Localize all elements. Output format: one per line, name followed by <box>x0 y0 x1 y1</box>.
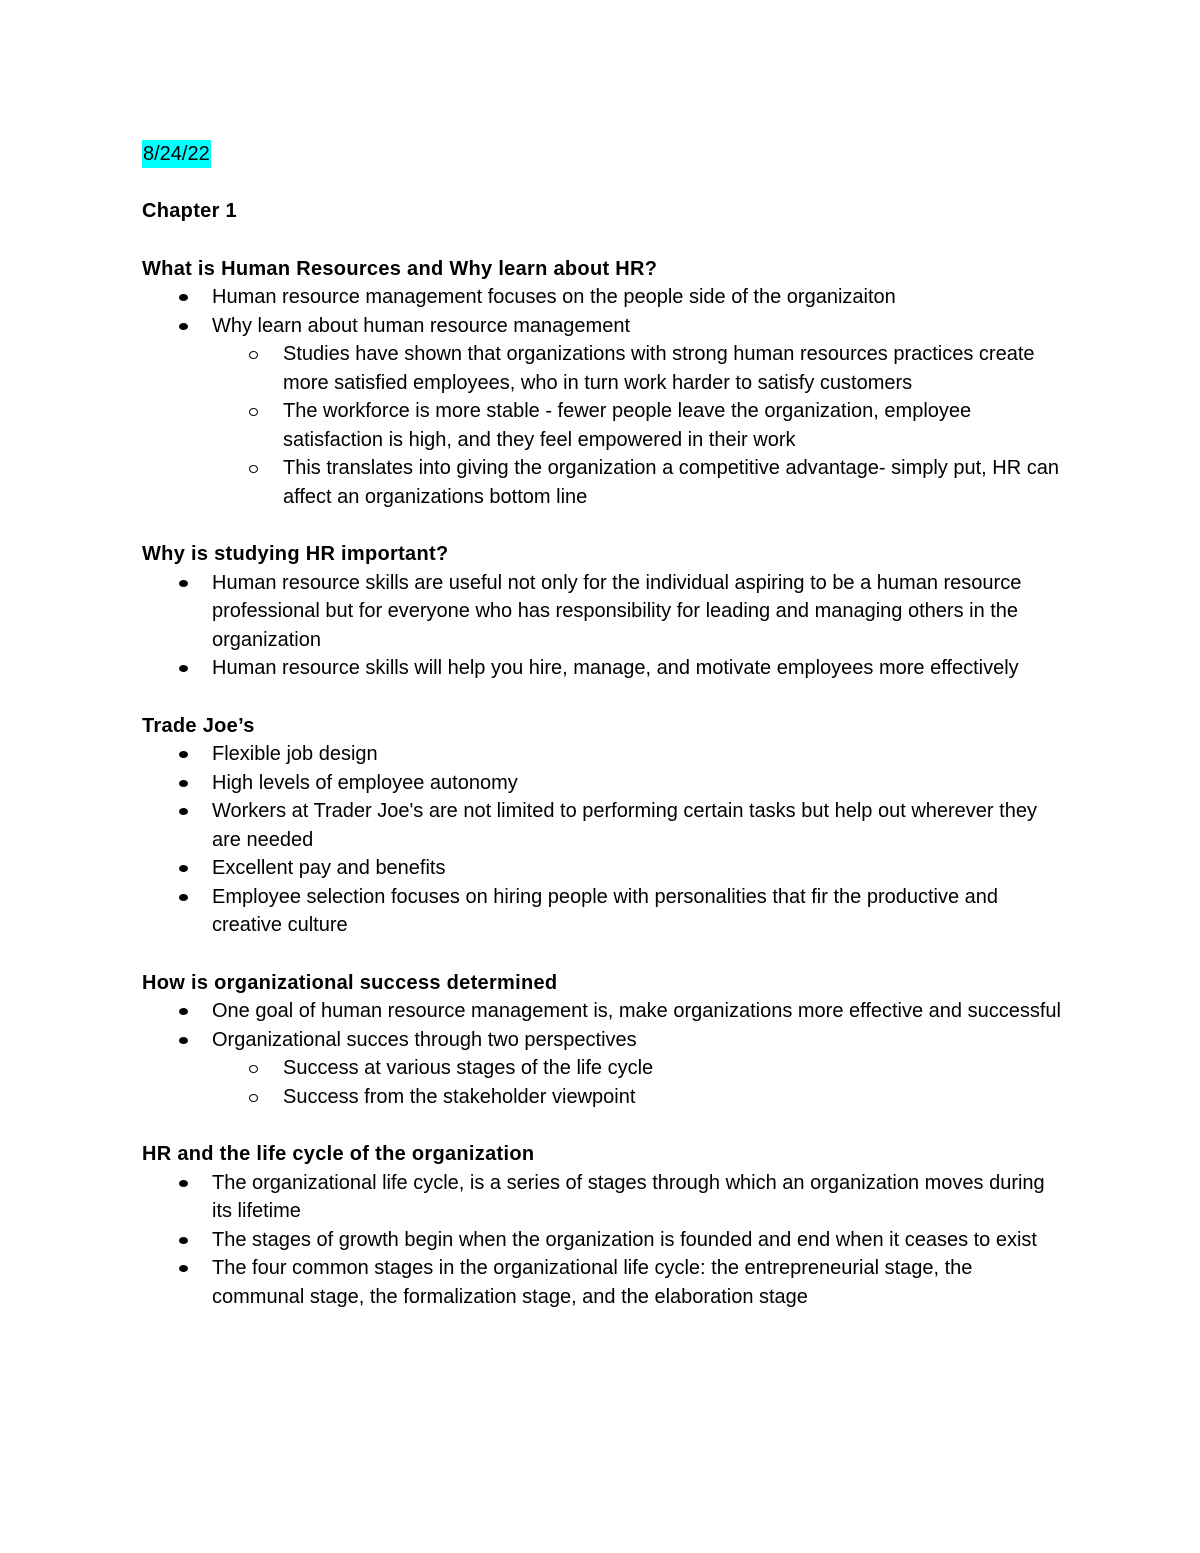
hollow-bullet-icon <box>249 465 258 473</box>
filled-bullet-icon <box>179 1265 188 1272</box>
document-page <box>142 140 1062 1311</box>
list-item-text: Flexible job design <box>212 743 378 765</box>
list-item <box>142 1169 1062 1226</box>
list-item <box>142 740 1062 769</box>
filled-bullet-icon <box>179 780 188 787</box>
filled-bullet-icon <box>179 294 188 301</box>
sub-list-item-text: The workforce is more stable - fewer people leave the organization, employee satisfaction is high, and they feel empowered in their work <box>283 400 972 451</box>
list-item <box>142 312 1062 341</box>
list-item <box>142 283 1062 312</box>
list-item <box>142 1226 1062 1255</box>
sub-list-item-text: Studies have shown that organizations with strong human resources practices create more satisfied employees, who in turn work harder to satisfy customers <box>283 343 1035 394</box>
list-item <box>142 1254 1062 1311</box>
filled-bullet-icon <box>179 894 188 901</box>
sublist-container <box>142 340 1062 511</box>
filled-bullet-icon <box>179 1037 188 1044</box>
sub-bullet-list <box>212 1054 1062 1111</box>
hollow-bullet-icon <box>249 351 258 359</box>
sublist-container <box>142 1054 1062 1111</box>
bullet-list <box>142 283 1062 511</box>
section-heading: Why is studying HR important? <box>142 543 449 565</box>
sub-bullet-list <box>212 340 1062 511</box>
bullet-list <box>142 740 1062 940</box>
section-heading: HR and the life cycle of the organization <box>142 1143 535 1165</box>
list-item-text: Excellent pay and benefits <box>212 857 446 879</box>
filled-bullet-icon <box>179 1180 188 1187</box>
sub-list-item <box>212 1083 1062 1112</box>
list-item <box>142 854 1062 883</box>
list-item-text: The organizational life cycle, is a series of stages through which an organization moves during its lifetime <box>212 1171 1045 1222</box>
filled-bullet-icon <box>179 323 188 330</box>
list-item <box>142 797 1062 854</box>
list-item <box>142 1026 1062 1055</box>
sub-list-item-text: Success at various stages of the life cycle <box>283 1057 654 1079</box>
hollow-bullet-icon <box>249 1094 258 1102</box>
list-item-text: Human resource skills will help you hire, manage, and motivate employees more effectively <box>212 657 1019 679</box>
list-item-text: The stages of growth begin when the organization is founded and end when it ceases to exist <box>212 1228 1037 1251</box>
sub-list-item <box>212 397 1062 454</box>
list-item <box>142 769 1062 798</box>
chapter-title: Chapter 1 <box>142 200 237 222</box>
bullet-list <box>142 569 1062 683</box>
filled-bullet-icon <box>179 865 188 872</box>
sub-list-item <box>212 1054 1062 1083</box>
list-item-text: Human resource skills are useful not only for the individual aspiring to be a human resource professional but for everyone who has responsibility for leading and managing others in the organization <box>212 571 1022 651</box>
filled-bullet-icon <box>179 665 188 672</box>
filled-bullet-icon <box>179 580 188 587</box>
list-item-text: Workers at Trader Joe's are not limited to performing certain tasks but help out wherever they are needed <box>212 800 1037 851</box>
list-item-text: High levels of employee autonomy <box>212 771 518 794</box>
list-item <box>142 654 1062 683</box>
bullet-list <box>142 1169 1062 1312</box>
list-item <box>142 997 1062 1026</box>
section-heading: How is organizational success determined <box>142 971 558 994</box>
date-highlight: 8/24/22 <box>142 140 211 168</box>
list-item <box>142 883 1062 940</box>
filled-bullet-icon <box>179 1008 188 1015</box>
filled-bullet-icon <box>179 751 188 758</box>
list-item-text: Why learn about human resource management <box>212 314 631 337</box>
sub-list-item <box>212 340 1062 397</box>
bullet-list <box>142 997 1062 1111</box>
date-line <box>142 140 1062 168</box>
list-item-text: Employee selection focuses on hiring people with personalities that fir the productive and creative culture <box>212 885 999 936</box>
filled-bullet-icon <box>179 808 188 815</box>
list-item-text: Organizational succes through two perspectives <box>212 1028 637 1051</box>
list-item <box>142 569 1062 655</box>
hollow-bullet-icon <box>249 1065 258 1073</box>
sub-list-item-text: Success from the stakeholder viewpoint <box>283 1085 636 1108</box>
sub-list-item-text: This translates into giving the organization a competitive advantage- simply put, HR can affect an organizations bottom line <box>283 457 1059 508</box>
section-heading: Trade Joe’s <box>142 714 255 737</box>
sub-list-item <box>212 454 1062 511</box>
list-item-text: Human resource management focuses on the people side of the organizaiton <box>212 286 896 308</box>
filled-bullet-icon <box>179 1237 188 1244</box>
list-item-text: The four common stages in the organizational life cycle: the entrepreneurial stage, the communal stage, the formalization stage, and the elaboration stage <box>212 1257 973 1308</box>
notes-body <box>142 255 1062 1312</box>
section-heading: What is Human Resources and Why learn about HR? <box>142 257 658 280</box>
hollow-bullet-icon <box>249 408 258 416</box>
list-item-text: One goal of human resource management is, make organizations more effective and successful <box>212 1000 1061 1022</box>
